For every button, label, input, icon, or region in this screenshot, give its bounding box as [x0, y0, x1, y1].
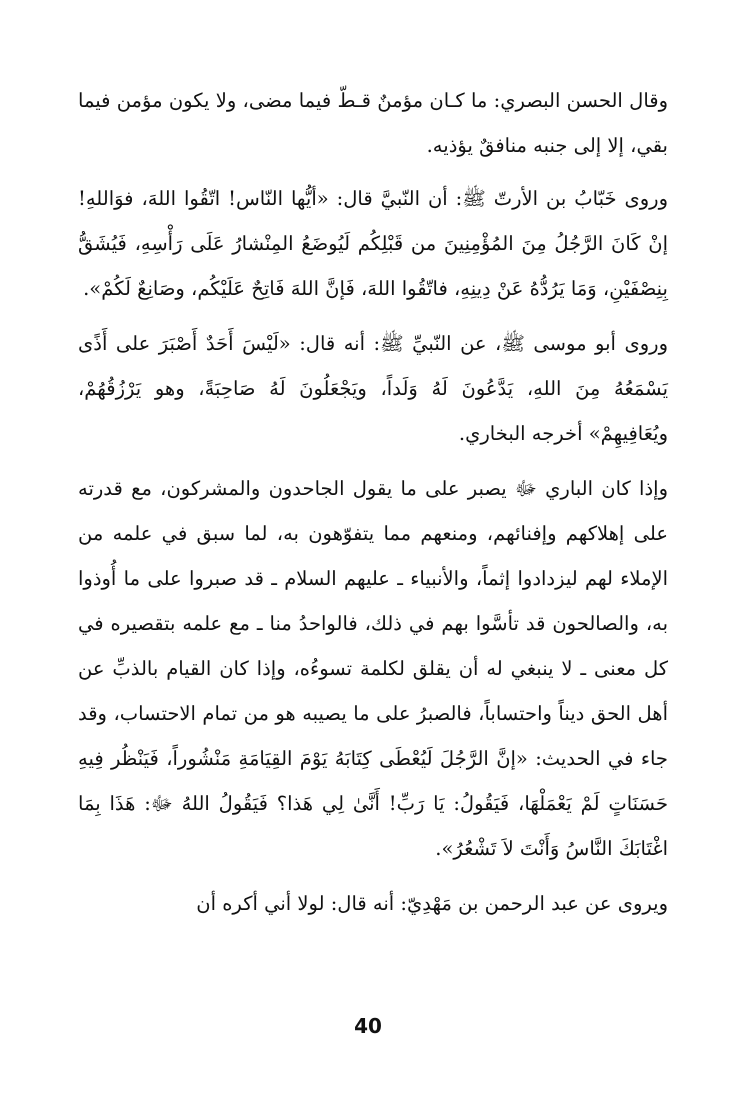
page-number: 40	[354, 1014, 382, 1038]
page-body	[78, 78, 668, 936]
paragraph-ibn-mahdi: ويروى عن عبد الرحمن بن مَهْدِيّ: أنه قال: لولا أني أكره أن	[196, 892, 668, 915]
paragraph-khabbab-hadith: وروى خَبّابُ بن الأرتّ ﷺ: أن النّبيَّ قال: «أيُّها النّاس! اتّقُوا اللهَ، فوَاللهِ! إنْ كَانَ الرَّجُلُ مِنَ المُؤْمِنِينَ من قَبْلِكُم لَيُوضَعُ المِنْشارُ عَلَى رَأْسِهِ، فَيُشَقُّ بِنِصْفَيْنِ، وَمَا يَرُدُّهُ عَنْ دِينِهِ، فاتّقُوا اللهَ، فَإنَّ اللهَ فَاتِحٌ عَلَيْكُم، وصَانِعٌ لَكُمْ».	[78, 187, 668, 300]
paragraph-patience-discussion: وإذا كان الباري ﷻ يصبر على ما يقول الجاحدون والمشركون، مع قدرته على إهلاكهم وإفنائهم، ومنعهم مما يتفوّهون به، لما سبق في علمه من الإملاء لهم ليزدادوا إثماً، والأنبياء ـ عليهم السلام ـ قد صبروا على ما أُوذوا به، والصالحون قد تأسَّوا بهم في ذلك، فالواحدُ منا ـ مع علمه بتقصيره في كل معنى ـ لا ينبغي له أن يقلق لكلمة تسوءُه، وإذا كان القيام بالذبِّ عن أهل الحق ديناً واحتساباً، فالصبرُ على ما يصيبه هو من تمام الاحتساب، وقد جاء في الحديث: «إنَّ الرَّجُلَ لَيُعْطَى كِتَابَهُ يَوْمَ القِيَامَةِ مَنْشُوراً، فَيَنْظُر فِيهِ حَسَنَاتٍ لَمْ يَعْمَلْهَا، فَيَقُولُ: يَا رَبِّ! أَنَّىٰ لِي هَذا؟ فَيَقُولُ اللهُ ﷻ: هَذَا بِمَا اغْتَابَكَ النَّاسُ وَأَنْتَ لاَ تَشْعُرُ».	[78, 477, 669, 860]
paragraph-abu-musa-hadith: وروى أبو موسى ﷺ، عن النّبيِّ ﷺ: أنه قال: «لَيْسَ أَحَدٌ أَصْبَرَ على أَذًى يَسْمَعُهُ مِنَ اللهِ، يَدَّعُونَ لَهُ وَلَداً، ويَجْعَلُونَ لَهُ صَاحِبَةً، وهو يَرْزُقُهُمْ، ويُعَافِيهِمْ» أخرجه البخاري.	[78, 332, 668, 445]
paragraph-hasan-basri: وقال الحسن البصري: ما كـان مؤمنٌ قـطّ فيما مضى، ولا يكون مؤمن فيما بقي، إلا إلى جنبه منافقٌ يؤذيه.	[78, 89, 668, 157]
